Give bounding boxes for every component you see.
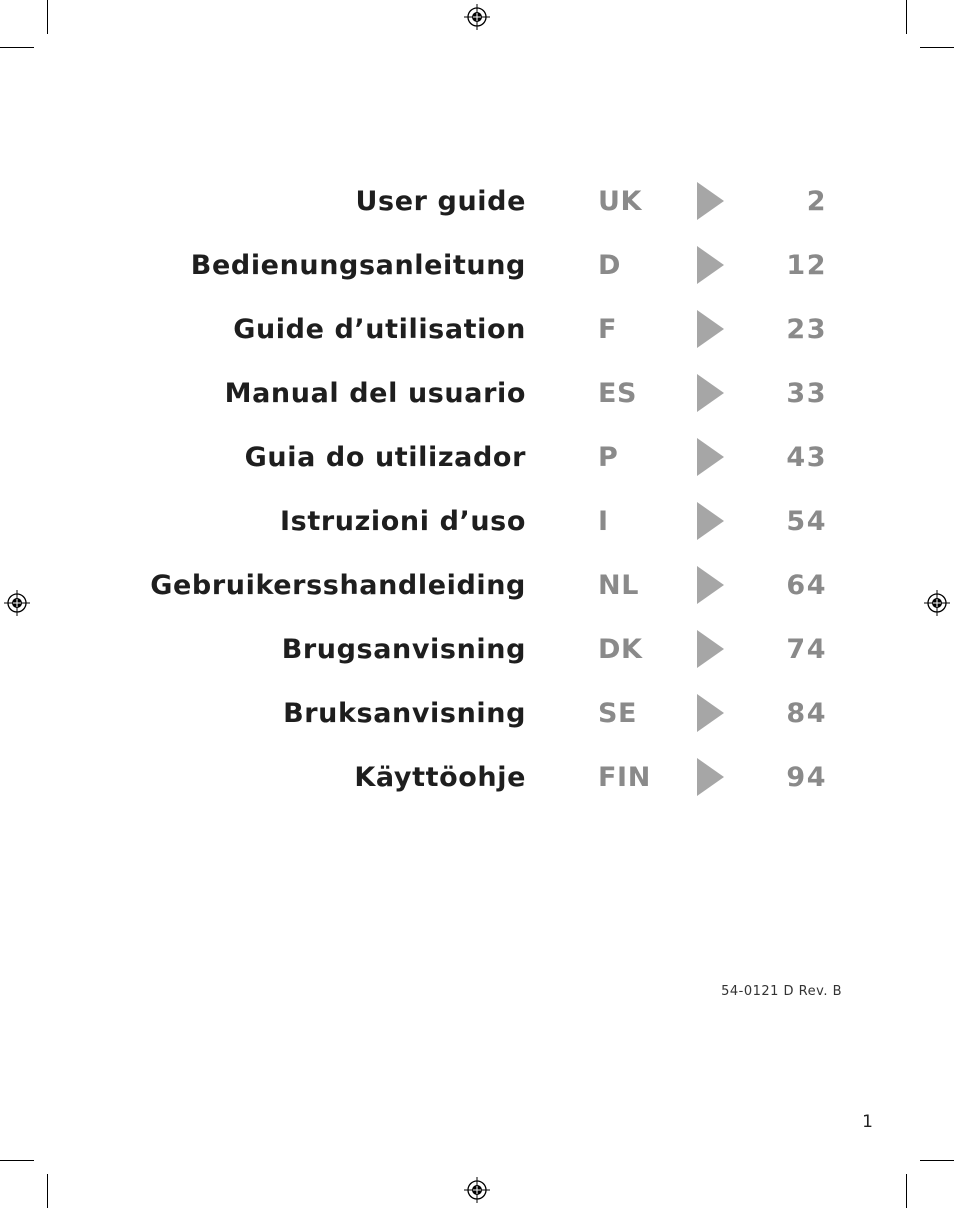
registration-mark-icon: [464, 1177, 490, 1203]
document-reference: 54-0121 D Rev. B: [721, 984, 842, 999]
toc-row[interactable]: [0, 310, 954, 350]
toc-title: Gebruikersshandleiding: [150, 570, 526, 601]
crop-mark-bottom-left-horizontal: [0, 1160, 34, 1161]
toc-page-number: 84: [786, 698, 827, 729]
toc-language-code: P: [598, 442, 619, 473]
arrow-right-icon: [697, 438, 724, 476]
arrow-right-icon: [697, 566, 724, 604]
toc-language-code: F: [598, 314, 618, 345]
toc-page-number: 74: [786, 634, 827, 665]
crop-mark-top-left-vertical: [47, 0, 48, 34]
toc-page-number: 33: [786, 378, 827, 409]
page-number: 1: [862, 1112, 873, 1132]
toc-language-code: ES: [598, 378, 638, 409]
crop-mark-bottom-right-vertical: [906, 1174, 907, 1208]
toc-language-code: FIN: [598, 762, 651, 793]
toc-title: Bedienungsanleitung: [190, 250, 526, 281]
toc-page-number: 12: [786, 250, 827, 281]
toc-title: User guide: [355, 186, 526, 217]
toc-language-code: SE: [598, 698, 638, 729]
toc-title: Guide d’utilisation: [233, 314, 526, 345]
toc-language-code: DK: [598, 634, 643, 665]
toc-page-number: 54: [786, 506, 827, 537]
toc-page-number: 43: [786, 442, 827, 473]
toc-page-number: 2: [806, 186, 827, 217]
toc-row[interactable]: [0, 502, 954, 542]
crop-mark-top-left-horizontal: [0, 47, 34, 48]
arrow-right-icon: [697, 758, 724, 796]
toc-title: Käyttöohje: [354, 762, 526, 793]
toc-title: Brugsanvisning: [281, 634, 526, 665]
toc-row[interactable]: [0, 758, 954, 798]
crop-mark-top-right-horizontal: [920, 47, 954, 48]
toc-row[interactable]: [0, 630, 954, 670]
toc-page-number: 23: [786, 314, 827, 345]
toc-row[interactable]: [0, 246, 954, 286]
toc-title: Bruksanvisning: [283, 698, 526, 729]
toc-row[interactable]: [0, 438, 954, 478]
crop-mark-bottom-left-vertical: [47, 1174, 48, 1208]
toc-language-code: I: [598, 506, 609, 537]
toc-language-code: D: [598, 250, 622, 281]
toc-page-number: 94: [786, 762, 827, 793]
arrow-right-icon: [697, 502, 724, 540]
toc-title: Manual del usuario: [224, 378, 526, 409]
arrow-right-icon: [697, 246, 724, 284]
toc-row[interactable]: [0, 694, 954, 734]
arrow-right-icon: [697, 374, 724, 412]
toc-row[interactable]: [0, 374, 954, 414]
toc-row[interactable]: [0, 566, 954, 606]
toc-title: Istruzioni d’uso: [280, 506, 526, 537]
toc-language-code: UK: [598, 186, 643, 217]
toc-row[interactable]: [0, 182, 954, 222]
arrow-right-icon: [697, 694, 724, 732]
crop-mark-bottom-right-horizontal: [920, 1160, 954, 1161]
arrow-right-icon: [697, 310, 724, 348]
toc-page-number: 64: [786, 570, 827, 601]
crop-mark-top-right-vertical: [906, 0, 907, 34]
toc-title: Guia do utilizador: [244, 442, 526, 473]
registration-mark-icon: [464, 4, 490, 30]
toc-language-code: NL: [598, 570, 640, 601]
arrow-right-icon: [697, 630, 724, 668]
arrow-right-icon: [697, 182, 724, 220]
